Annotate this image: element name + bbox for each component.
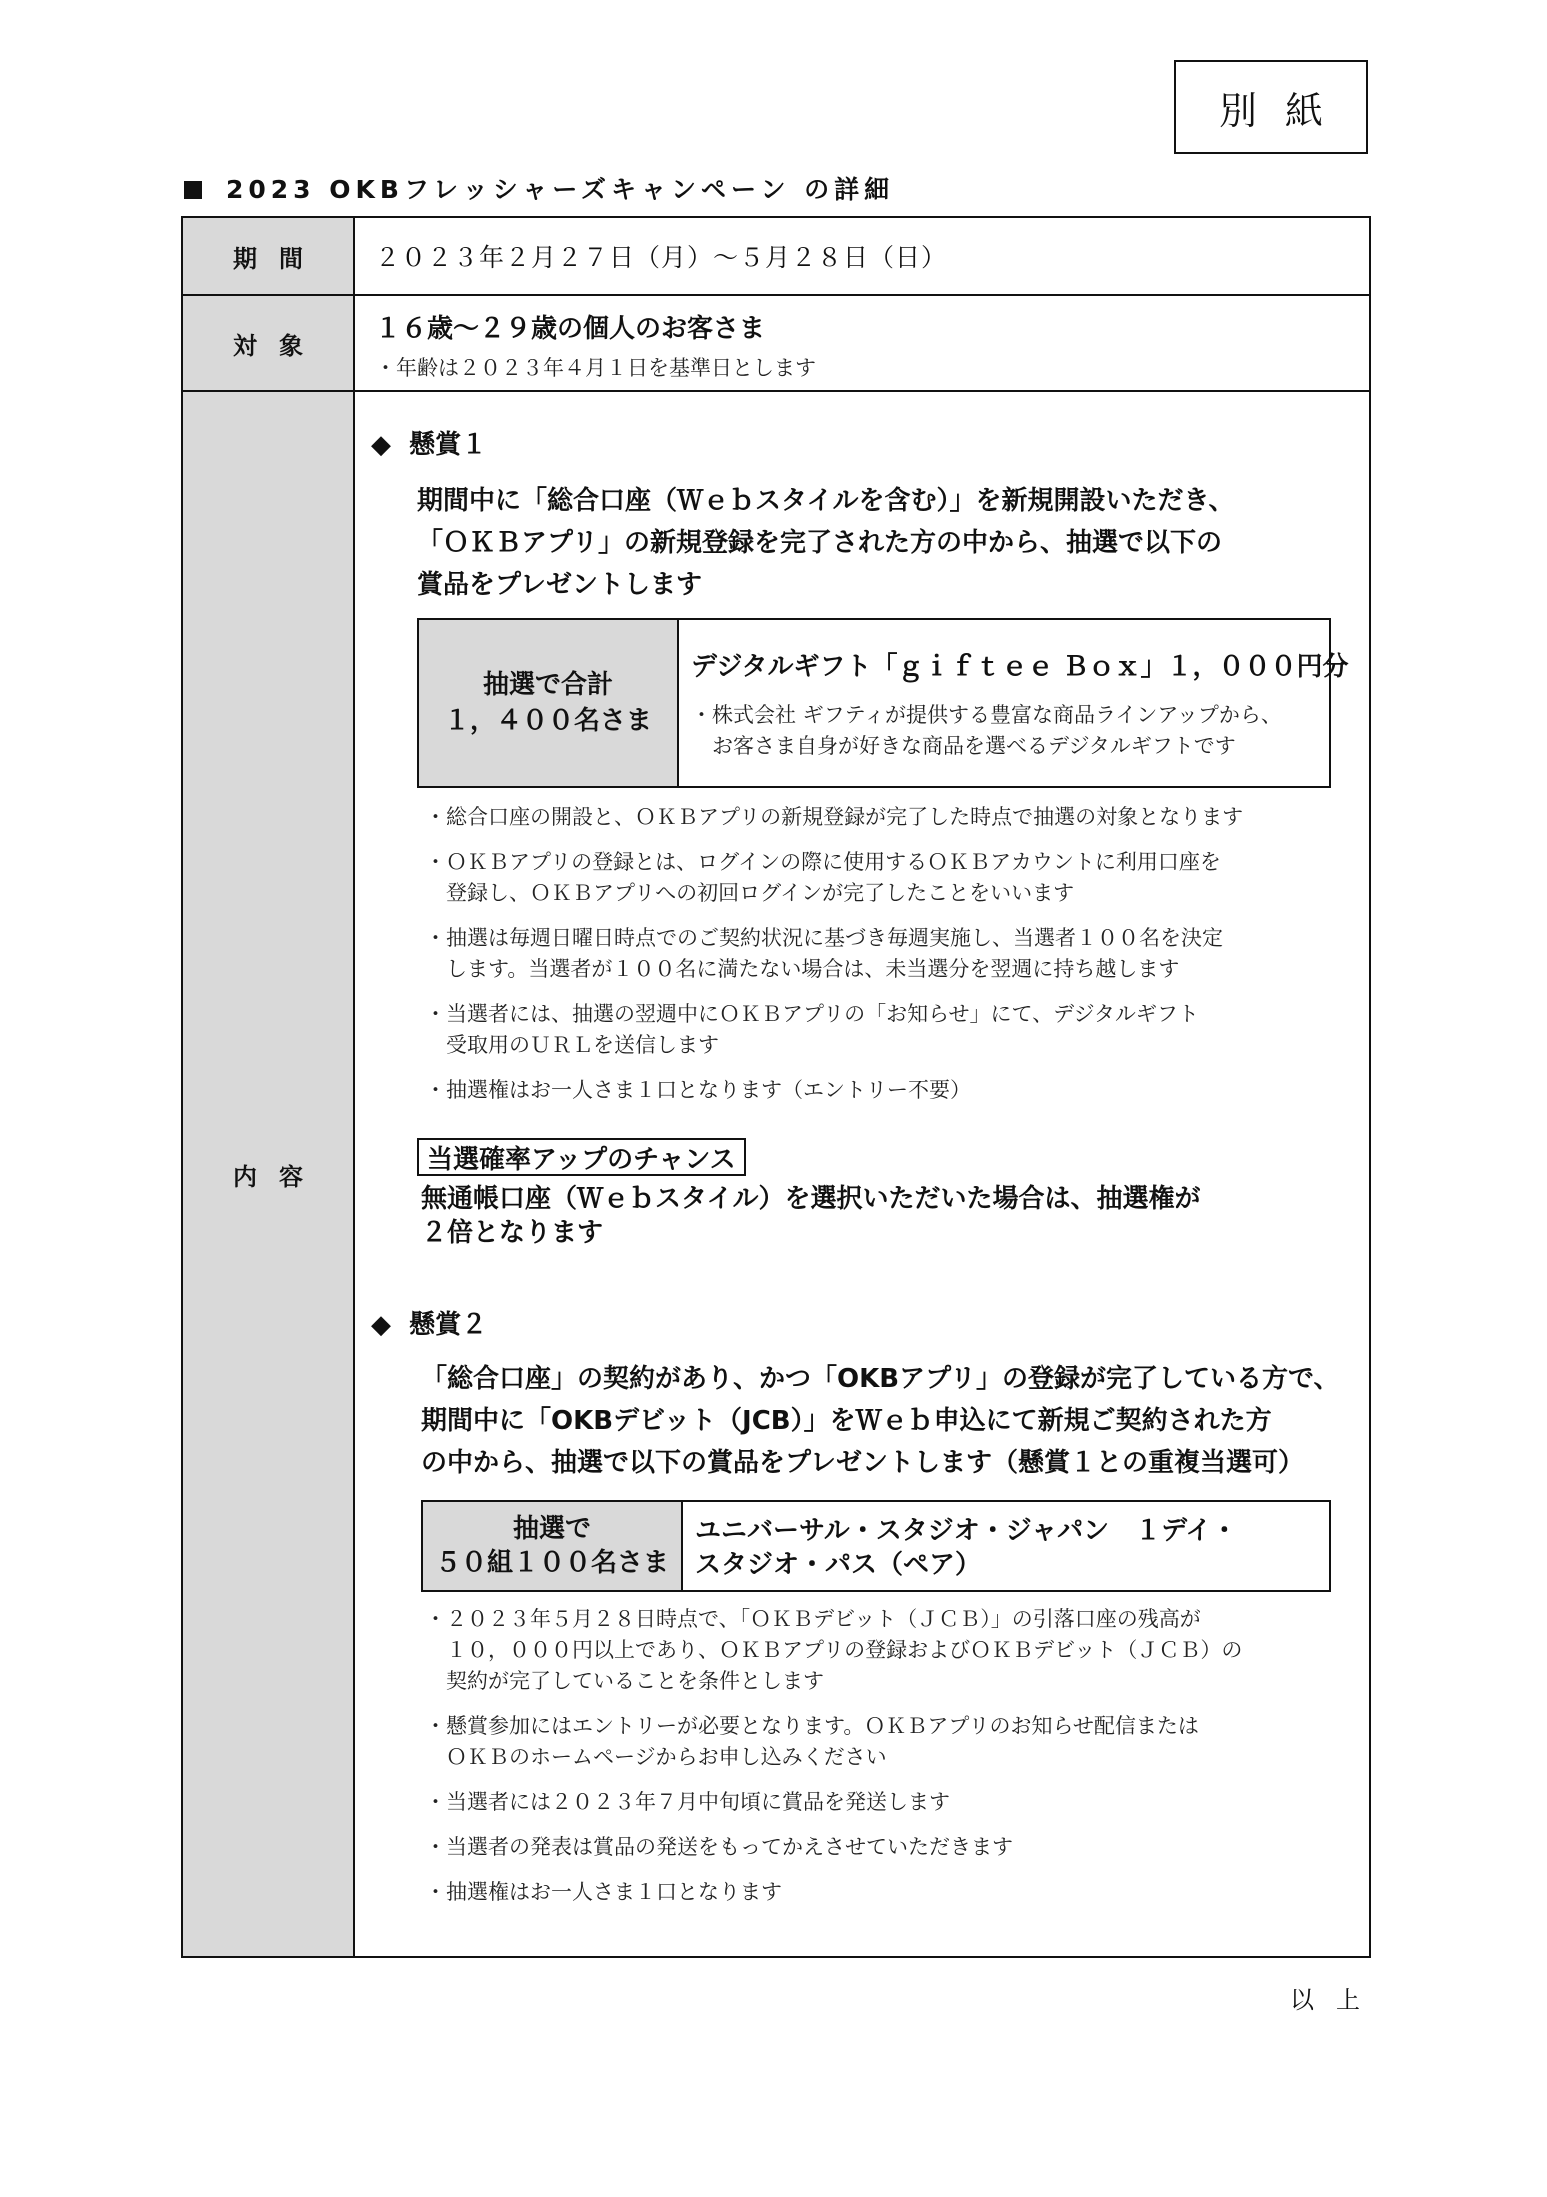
prize2-notes — [425, 1604, 1242, 1908]
list-item: ・抽選は毎週日曜日時点でのご契約状況に基づき毎週実施し、当選者１００名を決定 します。当選者が１００名に満たない場合は、未当選分を翌週に持ち越します — [425, 926, 1223, 981]
prize2-title: ◆ 懸賞２ — [371, 1310, 488, 1340]
prize2-item: ユニバーサル・スタジオ・ジャパン １デイ・ スタジオ・パス（ペア） — [695, 1516, 1238, 1580]
diamond-bullet-icon: ◆ — [371, 430, 391, 460]
label-period: 期間 — [183, 218, 355, 294]
detail-table — [181, 216, 1371, 1958]
list-item: ・当選者には、抽選の翌週中にＯＫＢアプリの「お知らせ」にて、デジタルギフト 受取用のＵＲＬを送信します — [425, 1002, 1199, 1057]
row-content — [183, 392, 1369, 1956]
target-value: １６歳～２９歳の個人のお客さま — [375, 314, 766, 344]
chance-title: 当選確率アップのチャンス — [417, 1138, 746, 1176]
attachment-tag: 別紙 — [1174, 60, 1368, 154]
prize1-box — [417, 618, 1349, 788]
target-note: ・年齢は２０２３年４月１日を基準日とします — [375, 356, 816, 380]
prize1-count: 抽選で合計 １，４００名さま — [419, 620, 679, 786]
prize1-notes — [425, 802, 1243, 1106]
row-period — [183, 218, 1369, 296]
list-item: ・総合口座の開設と、ＯＫＢアプリの新規登録が完了した時点で抽選の対象となります — [425, 805, 1244, 829]
row-target — [183, 296, 1369, 392]
prize2-box — [421, 1500, 1331, 1592]
prize1-title: ◆ 懸賞１ — [371, 430, 488, 460]
page-heading — [184, 170, 894, 206]
period-value: ２０２３年２月２７日（月）～５月２８日（日） — [375, 243, 948, 272]
prize1-desc: ・株式会社 ギフティが提供する豊富な商品ラインアップから、 お客さま自身が好きな商品を選べるデジタルギフトです — [691, 703, 1282, 758]
prize2-lead: 「総合口座」の契約があり、かつ「OKBアプリ」の登録が完了している方で、 期間中に「OKBデビット（JCB）」をＷｅｂ申込にて新規ご契約された方 の中から、抽選で以下の賞品をプレゼントします（懸賞１との重複当選可） — [421, 1364, 1340, 1478]
list-item: ・２０２３年５月２８日時点で、「ＯＫＢデビット（ＪＣＢ）」の引落口座の残高が １０，０００円以上であり、ＯＫＢアプリの登録およびＯＫＢデビット（ＪＣＢ）の 契約が完了していることを条件とします — [425, 1607, 1243, 1693]
label-content: 内容 — [183, 392, 355, 1956]
prize1-lead: 期間中に「総合口座（Ｗｅｂスタイルを含む）」を新規開設いただき、 「ＯＫＢアプリ」の新規登録を完了された方の中から、抽選で以下の 賞品をプレゼントします — [417, 486, 1235, 600]
diamond-bullet-icon: ◆ — [371, 1310, 391, 1340]
label-target: 対象 — [183, 296, 355, 390]
list-item: ・当選者の発表は賞品の発送をもってかえさせていただきます — [425, 1835, 1013, 1859]
heading-text: 2023 OKBフレッシャーズキャンペーン の詳細 — [226, 175, 895, 204]
prize2-count: 抽選で ５０組１００名さま — [423, 1502, 683, 1590]
list-item: ・抽選権はお一人さま１口となります — [425, 1880, 782, 1904]
prize1-item: デジタルギフト「ｇｉｆｔｅｅ Ｂｏｘ」１，０００円分 — [691, 652, 1349, 682]
square-bullet-icon — [184, 181, 202, 199]
list-item: ・抽選権はお一人さま１口となります（エントリー不要） — [425, 1078, 971, 1102]
end-mark: 以上 — [1290, 1986, 1382, 2014]
list-item: ・ＯＫＢアプリの登録とは、ログインの際に使用するＯＫＢアカウントに利用口座を 登録し、ＯＫＢアプリへの初回ログインが完了したことをいいます — [425, 850, 1221, 905]
chance-text: 無通帳口座（Ｗｅｂスタイル）を選択いただいた場合は、抽選権が ２倍となります — [421, 1184, 1201, 1248]
list-item: ・懸賞参加にはエントリーが必要となります。ＯＫＢアプリのお知らせ配信または ＯＫＢのホームページからお申し込みください — [425, 1714, 1199, 1769]
list-item: ・当選者には２０２３年７月中旬頃に賞品を発送します — [425, 1790, 950, 1814]
